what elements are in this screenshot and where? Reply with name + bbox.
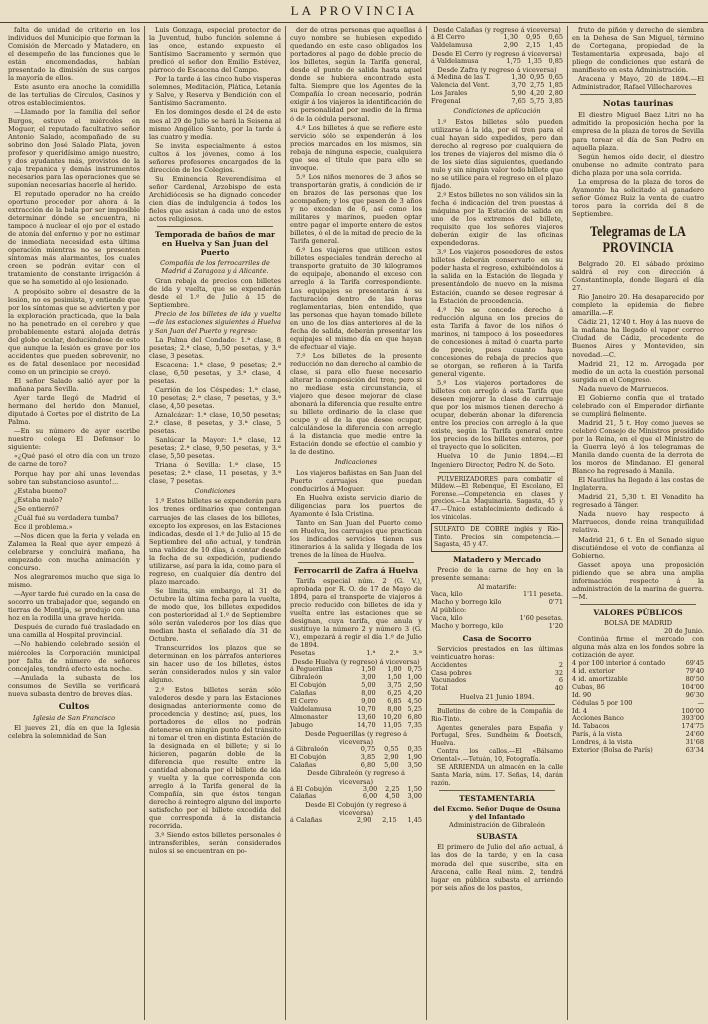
fare-a-cell: 10,70: [357, 704, 376, 713]
telegram-item: Nada nuevo hay respecto á Marruecos, donde reina tranquilidad relativa.: [572, 510, 704, 535]
fare-c-cell: á El Cobujón: [290, 784, 333, 793]
article-paragraph: —Ayer tarde fué curado en la casa de socorro un trabajador que, segando en tierras de Montija, se produjo con una hoz en la rodilla una grave herida.: [8, 590, 140, 623]
fare-a-cell: 6,80: [407, 712, 422, 721]
valores-cell: —: [697, 698, 704, 707]
ad-sulfato: SULFATO DE COBRE inglés y Rio-Tinto. Precios sin competencia.—Sagasta, 45 y 47.: [431, 523, 563, 552]
article-paragraph: der de otras personas que aquellas á cuyo nombre se hubiesen expedido quedando en este caso obligados los portadores al pago de doble precio de los billetes, según la Tarifa general, desde el punto de salida hasta aquel donde se hubiera encontrado esta falta. Siempre que los Agentes de la Compañía lo crean necesario, podrán exigir á los viajeros la identificación de su personalidad por medio de la firma ó de la cédula personal.: [290, 26, 422, 123]
fare-a-cell: 10,20: [383, 712, 402, 721]
temporada-price-list: [149, 336, 281, 486]
ad-bulletin-4: SE ARRIENDA un almacén en la calle Santa María, núm. 17. Señas, 14, darán razón.: [431, 764, 563, 787]
socorro-cell: 6: [558, 676, 563, 685]
valores-cell: 174'75: [681, 722, 704, 731]
fare-e-cell: 2,15: [526, 40, 541, 49]
ad-bulletin-3: Contra los callos.—El «Bálsamo Oriental».—Tetuán, 10, Fotografía.: [431, 748, 563, 763]
fare-b-cell: 1,90: [407, 752, 422, 761]
valores-cell: Cubas, 86: [572, 682, 605, 691]
condition-item: 2.º Estos billetes no son válidos sin la fecha é indicación del tren puestas á máquina por la Estación de salida en uno de los extremos del billete, requisito que los señores viajeros deberán exigir de las oficinas expendedoras.: [431, 190, 563, 248]
matadero-row: [431, 623, 563, 631]
valores-cell: 69'45: [685, 659, 704, 668]
fare-c-cell: 6,00: [362, 792, 378, 801]
divider: [439, 790, 555, 791]
valores-cell: París, á la vista: [572, 730, 623, 739]
valores-cell: Acciones Banco: [572, 714, 624, 723]
matadero-table: [431, 591, 563, 631]
fare-e-cell: 1,30: [503, 33, 519, 42]
article-paragraph: «¿Qué pasó el otro día con un trozo de carne de toro?: [8, 452, 140, 469]
telegramas-title: Telegramas de LA PROVINCIA: [590, 223, 686, 256]
fare-b-cell: 2,90: [384, 752, 399, 761]
valores-cell: 100'00: [681, 706, 704, 715]
article-paragraph: Después de curado fué trasladado en una camilla al Hospital provincial.: [8, 623, 140, 640]
telegram-item: El Nautilus ha llegado á las costas de Inglaterra.: [572, 476, 704, 493]
fare-a-cell: 6,85: [387, 697, 402, 706]
telegram-item: Gasset apoya una proposición pidiendo que se abra una amplia información respecto á la administración de la marina de guerra.—M.: [572, 560, 704, 601]
condition-item: 2.º Estos billetes serán sólo valederos desde y para las Estaciones designadas anteriormente como de procedencia y destino; así, pues, los portadores de ellos no podrán detenerse en ningún punto del tránsito ni tomar el tren en distinta Estación de la designada en el billete; y si lo hicieren, pagarán doble de la diferencia que resulte entre la cantidad abonada por el billete de ida y vuelta y la que corresponda con arreglo á la Tarifa general de la Compañía, sin que éstos tengan derecho á reintegro alguno del importe satisfecho por el billete excedida del que corresponda á la distancia recorrida.: [149, 685, 281, 831]
divider: [157, 226, 273, 227]
fare-e-cell: 2,90: [503, 40, 519, 49]
notas-title: Notas taurinas: [602, 99, 674, 110]
valores-cell: Londres, á la vista: [572, 738, 633, 747]
nota-item: El diestro Miguel Baez Litri no ha admitido la proposición hecha por la empresa de la plaza de toros de Sevilla para torear el día de San Pedro en aquella plaza.: [572, 111, 704, 152]
article-paragraph: Aracena y Mayo, 20 de 1894.—El Administrador, Rafael Villecharoves: [572, 75, 704, 92]
valores-cell: 80'50: [685, 674, 704, 683]
notas-list: [572, 111, 704, 218]
fare-a-cell: Jabugo: [290, 720, 313, 729]
fare-c-cell: 3,00: [362, 784, 378, 793]
article-paragraph: Porque hay por ahí unas levendas sobre tan substancioso asunto!...: [8, 469, 140, 486]
matadero-cell: 1'60 pesetas.: [519, 613, 563, 622]
telegram-item: Rio Janeiro 20. Ha desaparecido por completo la epidemia de fiebre amarilla.—F.: [572, 293, 704, 318]
article-paragraph: —Anulada la subasta de los consumos de Sevilla se verificará nueva subasta dentro de breves días.: [8, 673, 140, 698]
fare-b-cell: 0,55: [384, 744, 399, 753]
fare-a-cell: 5,00: [361, 681, 376, 690]
testamentaria-title: TESTAMENTARIA: [458, 794, 536, 804]
cultos-title: Cultos: [58, 701, 90, 712]
fare-a-row: [290, 722, 422, 730]
fare-a-cell: Almonaster: [290, 712, 328, 721]
fare-f-row: [431, 58, 563, 66]
article-paragraph: El señor Salado salió ayer por la mañana para Sevilla.: [8, 377, 140, 394]
matadero-sub: Al matarife:: [477, 582, 517, 591]
socorro-intro: Servicios prestados en las últimas veinticuatro horas:: [431, 644, 563, 661]
fare-table-d-title: Desde El Cobujón (y regreso á viceversa): [305, 801, 407, 818]
fare-head-0: Pesetas: [290, 649, 315, 658]
fare-g-cell: 1,30: [511, 72, 526, 81]
fare-table-e-title: Desde Calañas (y regreso á viceversa): [433, 26, 561, 34]
indication-item: Tanto en San Juan del Puerto como en Huelva, los carruajes que practican los indicados servicios tienen sus itinerarios á la salida y llegada de los trenes de la línea de Huelva.: [290, 518, 422, 559]
telegram-item: El Gobierno confía que el tratado celebrado con el Emperador dirfiante se cumplirá fielmente.: [572, 393, 704, 418]
article-paragraph: Ayer tarde llegó de Madrid el hermano del herido don Manuel, diputado á Cortes por el distrito de La Palma.: [8, 394, 140, 427]
valores-cell: Cédulas 5 por 100: [572, 698, 633, 707]
valores-date: 20 de Junio.: [664, 626, 704, 635]
price-item: Triana ó Sevilla: 1.ª clase, 15 pesetas; 2.ª clase, 11 pesetas, y 3.ª clase, 7 pesetas.: [149, 461, 281, 486]
ad-pulverizadores: PULVERIZADORES para combatir el Mildew.—El Rebenque, El Escolano, El Forense.—Competencia en clases y precios.—La Maquinaria. Sagasta, 45 y 47.—Único establecimiento dedicado á los vinicolas.: [431, 475, 563, 521]
telegram-item: Belgrado 20. El sábado próximo saldrá el rey con dirección á Constantinopla, donde llegará el día 27.: [572, 259, 704, 293]
fare-table-g: [431, 74, 563, 106]
col3-paragraphs: [290, 26, 422, 456]
fare-a-cell: 1,00: [387, 665, 402, 674]
condition-item: Se limita, sin embargo, al 31 de Octubre la última fecha para la vuelta, de modo que, los billetes expedidos con posterioridad al 1.º de Septiembre sólo serán valederos por los días que median hasta el señalado día 31 de Octubre.: [149, 586, 281, 644]
col5-paragraphs: [572, 26, 704, 91]
valores-intro: Continúa firme el mercado con alguna más alza en los fondos sobre la cotización de ayer.: [572, 635, 704, 660]
fare-g-cell: 4,20: [529, 88, 545, 97]
valores-table: [572, 660, 704, 755]
nota-item: Según hemos oído decir, el diestro onubense no admite contrato para dicha plaza por una sola corrida.: [572, 152, 704, 177]
fare-table-f: [431, 58, 563, 66]
valores-cell: Exterior (Bolsa de París): [572, 746, 653, 755]
col2-paragraphs: [149, 26, 281, 223]
valores-cell: 24'60: [685, 730, 704, 739]
article-paragraph: Este asunto era anoche la comidilla de las tertulias de Círculos, Casinos y otros establecimientos.: [8, 83, 140, 108]
fare-g-cell: 0,65: [548, 72, 563, 81]
cultos-subtitle: Iglesia de San Francisco: [32, 713, 116, 722]
fare-table-a-title: Desde Huelva (y regreso) á viceversa): [292, 658, 420, 667]
matadero-intro: Precio de la carne de hoy en la presente semana:: [431, 565, 563, 582]
divider: [580, 94, 696, 95]
fare-head-3: 3.ª: [412, 649, 422, 658]
temporada-subtitle: Compañía de los ferrocarriles de Madrid á Zaragoza y á Alicante.: [160, 259, 270, 276]
fare-table-g-title: Desde Zafra (y regreso á viceversa): [437, 65, 557, 74]
testamentaria-admin: Administración de Gibraleón: [448, 821, 546, 830]
fare-e-cell: 0,95: [526, 33, 541, 42]
fare-head-2: 2.ª: [389, 649, 399, 658]
socorro-cell: 2: [558, 660, 563, 669]
condition-item: Huelva 10 de Junio 1894.—El Ingeniero Director, Pedro N. de Soto.: [431, 452, 563, 469]
telegram-item: Madrid 21, 6 t. En el Senado sigue discutiéndose el voto de confianza al Gobierno.: [572, 535, 704, 560]
temporada-prices-intro: Precio de los billetes de ida y vuelta —de las estaciones siguientes á Huelva y San Juan del Puerto y regreso:: [149, 310, 281, 335]
fare-e-cell: Valdelamusa: [431, 40, 473, 49]
fare-table-header: [290, 650, 422, 658]
condition-item: 3.º Los viajeros poseedores de estos billetes deberán conservarlo en su poder hasta el regreso, exhibiéndolos á la salida en la Estación de llegada y presentándolo de nuevo en la misma Estación, cuando se desee regresar á la Estación de procedencia.: [431, 248, 563, 305]
fare-g-cell: 5,90: [511, 88, 526, 97]
valores-cell: 31'68: [685, 738, 704, 747]
socorro-table: [431, 662, 563, 694]
fare-g-cell: Valencia del Vent.: [431, 80, 490, 89]
fare-g-cell: 5,75: [529, 96, 545, 105]
socorro-title: Casa de Socorro: [462, 633, 532, 643]
temporada-intro: Gran rebaja de precios con billetes de ida y vuelta, que se expenderán desde el 1.º de Julio á 15 de Septiembre.: [149, 277, 281, 310]
article-paragraph: Ece il problema.»: [14, 522, 73, 531]
testamentaria-subtitle: del Excmo. Señor Duque de Osuna y del Infantado: [433, 805, 561, 822]
article-paragraph: —En su número de ayer escribe nuestro colega El Defensor lo siguiente:: [8, 427, 140, 452]
fare-table-d: [290, 817, 422, 825]
valores-subtitle: BOLSA DE MADRID: [604, 618, 672, 627]
fare-b-cell: 3,50: [407, 760, 422, 769]
subasta-text: El primero de Julio del año actual, á las dos de la tarde, y en la casa morada del que suscribe, sita en Aracena, calle Real núm. 2, tendrá lugar en pública subasta el arriendo por seis años de los pastos,: [431, 843, 563, 892]
fare-g-row: [431, 98, 563, 106]
fare-a-cell: 8,00: [387, 704, 402, 713]
fare-e-cell: 1,45: [548, 40, 563, 49]
fare-a-cell: 2,50: [407, 681, 422, 690]
fare-head-1: 1.ª: [366, 649, 376, 658]
column-2: [149, 26, 281, 1020]
fare-a-cell: 4,20: [407, 689, 422, 698]
condition-item: 5.º Los viajeros portadores de billetes con arreglo á esta Tarifa que deseen mejorar la clase de carruaje que por los mismos tienen derecho á ocupar, deberán abonar la diferencia entre los precios con arreglo á la que existe, según la Tarifa general entre los precios de los billetes enteros, por el trayecto que lo soliciten.: [431, 379, 563, 452]
article-paragraph: Nos alegraremos mucho que siga lo mismo.: [8, 573, 140, 590]
article-paragraph: En los domingos desde el 24 de este mes al 29 de Julio se hará la Seisena al mismo Angélico Santo, por la tarde á las cuatro y media.: [149, 108, 281, 141]
fare-b-cell: 6,80: [360, 760, 376, 769]
fare-a-cell: El Cerro: [290, 697, 318, 706]
fare-d-cell: 2,90: [356, 816, 372, 825]
condition-item: 4.º No se concede derecho á reducción alguna en los precios de esta Tarifa á favor de los niños ó marinos, ni tampoco á los poseedores de concesiones á mitad ó cuarta parte de precio, pues cuanto haya concesiones de rebaja de precios que se otorgan, se refieren á la Tarifa general vigente.: [431, 305, 563, 378]
fare-f-cell: 1,75: [506, 56, 521, 65]
column-4: [431, 26, 563, 1020]
indication-item: En Huelva existe servicio diario de diligencias para los puertos de Ayamonte é Isla Cristina.: [290, 493, 422, 518]
col1-paragraphs: [8, 26, 140, 698]
article-paragraph: Por la tarde á las cinco hubo visperas solemnes, Meditación, Plática, Letanía y Salve, y Reserva y Bendición con el Santísimo Sacramento.: [149, 75, 281, 108]
column-rule: [285, 26, 286, 1020]
telegram-item: Madrid 21, 12 m. Arrogada por medio de un acta la cuestión personal surgida en el Congreso.: [572, 359, 704, 384]
indication-item: Los viajeros bañistas en San Juan del Puerto carruajes que puedan conducirlos á Moguer.: [290, 468, 422, 493]
socorro-row: [431, 677, 563, 685]
divider: [439, 472, 555, 473]
valores-cell: 393'00: [681, 714, 704, 723]
fare-g-cell: á Medina de las T.: [431, 72, 491, 81]
fare-b-cell: 5,00: [384, 760, 399, 769]
valores-title: VALORES PÚBLICOS: [593, 607, 683, 617]
divider: [298, 562, 414, 563]
fare-a-cell: 3,75: [387, 681, 402, 690]
column-3: [290, 26, 422, 1020]
fare-g-cell: 1,85: [548, 80, 563, 89]
fare-table-a: [290, 666, 422, 729]
cond2-title: Condiciones de aplicación: [453, 107, 541, 116]
article-paragraph: ¿Se entierró?: [14, 504, 59, 513]
fare-table-e: [431, 34, 563, 50]
fare-a-cell: 5,25: [407, 704, 422, 713]
socorro-cell: Casa pobres: [431, 668, 472, 677]
divider: [439, 704, 555, 705]
condiciones-title: Condiciones: [194, 487, 236, 496]
fare-d-row: [290, 817, 422, 825]
valores-cell: 104'00: [681, 682, 704, 691]
matadero-cell: 1'11 peseta.: [522, 590, 563, 599]
fare-a-cell: 3,00: [361, 673, 376, 682]
fare-e-cell: á El Cerro: [431, 33, 465, 42]
fare-a-cell: 6,25: [387, 689, 402, 698]
valores-cell: Id. 4: [572, 706, 587, 715]
fare-g-cell: Los Jarales: [431, 88, 468, 97]
fare-a-cell: 9,00: [361, 697, 376, 706]
column-rule: [144, 26, 145, 1020]
price-item: La Palma del Condado: 1.ª clase, 8 pesetas; 2.ª clase, 5,50 pesetas, y 3.ª clase, 3 pesetas.: [149, 335, 281, 360]
article-paragraph: El reputado operador no ha creído oportuno proceder por ahora á la extracción de la bala por ser imposible determinar dónde se encuentra, ni tampoco á nuclear el ojo por el estado de atonía del enfermo y por no estimar de inmediata necesidad esta última operación mientras no se presenten síntomas más alarmantes, los cuales creen se podrán evitar con el tratamiento de constante irrigación á que se ha sometido al ojo lesionado.: [8, 189, 140, 287]
article-paragraph: ¿Estaba malo?: [14, 495, 63, 504]
fare-table-b-title: Desde Peguerillas (y regreso á viceversa): [304, 729, 408, 746]
socorro-cell: 40: [554, 684, 563, 693]
columns: [8, 26, 702, 1020]
fare-a-cell: 4,50: [407, 697, 422, 706]
valores-cell: 63'34: [685, 746, 704, 755]
fare-b-row: [290, 762, 422, 770]
fare-c-cell: 2,25: [385, 784, 400, 793]
fare-b-cell: 0,35: [407, 744, 422, 753]
fare-a-cell: El Cobujón: [290, 681, 327, 690]
socorro-cell: Total: [431, 684, 448, 693]
valores-row: [572, 684, 704, 692]
telegramas-list: [572, 260, 704, 601]
article-paragraph: ¿Estaba bueno?: [14, 486, 67, 495]
fare-table-c: [290, 786, 422, 802]
fare-a-cell: Valdelamusa: [290, 704, 332, 713]
fare-table-f-title: Desde El Cerro (y regreso á viceversa): [432, 49, 562, 58]
matadero-cell: 1'20: [548, 621, 563, 630]
fare-a-cell: Gibraleón: [290, 673, 323, 682]
zafra-intro: Tarifa especial núm. 2 (G. V.), aprobada por R. O. de 17 de Mayo de 1894, para el transporte de viajeros á precio reducido con billetes de ida y vuelta entre las estaciones que se designan, cuya tarifa, que anula y sustituye la número 2 y número 3 (G. V.), empezará á regir el día 1.º de Julio de 1894.: [290, 577, 422, 650]
article-paragraph: —Nos dicen que la feria y velada en Zalamea la Real que ayer empezó á celebrarse y concluirá mañana, ha empezado con mucha animación y concurso.: [8, 531, 140, 573]
fare-g-cell: 0,95: [529, 72, 545, 81]
fare-g-cell: 2,75: [529, 80, 545, 89]
fare-b-cell: 3,85: [360, 752, 376, 761]
article-paragraph: Luis Gonzaga, especial protector de la Juventud, hubo función solemne á las once, estando expuesto el Santísimo Sacramento y sermón que predicó el señor don Emilio Estévez, párroco de Escacena del Campo.: [149, 26, 281, 75]
article-paragraph: —No habiendo celebrado sesión el miércoles la Corporación municipal por falta de número de señores concejales, tendrá efecto esta noche.: [8, 640, 140, 673]
cond2-list: [431, 118, 563, 469]
socorro-cell: 32: [554, 668, 563, 677]
telegram-item: Madrid 21, 5 t. Hoy como jueves se celebró Consejo de Ministros presidido por la Reina, en el que el Ministro de la Guerra leyó á los telegramas de Manila dando cuenta de la derrota de los moros de Mindanao. El general Blanco ha regresado á Manila.: [572, 418, 704, 476]
valores-cell: 4 id. exterior: [572, 667, 615, 676]
article-paragraph: 5.º Los niños menores de 3 años se transportarán gratis, á condición de ir en brazos de las personas que los acompañen; y los que pasen de 3 años y no excedan de 6, así como los militares y marinos, pueden optar entre pagar el importe entero de estos billetes, ó el de la mitad de precio de la Tarifa general.: [290, 172, 422, 246]
masthead-title: LA PROVINCIA: [290, 3, 418, 18]
telegram-item: Cádiz 21, 12'40 t. Hoy á las nueve de la mañana ha llegado el vapor correo Ciudad de Cádiz, procedente de Buenos Aires y Montevideo, sin novedad.—C.: [572, 318, 704, 359]
nota-item: La empresa de la plaza de toros de Ayamonte ha solicitado al ganadero señor Gómez Ruiz la venta de cuatro toros para la corrida del 8 de Septiembre.: [572, 177, 704, 218]
masthead: [0, 0, 708, 23]
article-paragraph: 7.º Los billetes de la presente reducción no dan derecho al cambio de clase, si para ello fuese necesario alterar la composición del tren; pero si no mediase esta circunstancia, el viajero que desee mejorar de clase abonará la diferencia que resulte entre su billete ordinario de la clase que ocupe y el de la que desee ocupar, calculándose la diferencia con arreglo á la distancia que medie entre la Estación donde se efectúe el cambio y la de destino.: [290, 351, 422, 457]
fare-g-cell: 7,65: [511, 96, 526, 105]
fare-b-cell: á Gibraleón: [290, 744, 329, 753]
telegram-item: Madrid 21, 5,30 t. El Venadito ha regresado á Tánger.: [572, 493, 704, 510]
valores-cell: 79'40: [685, 667, 704, 676]
fare-f-cell: á Valdelamusa: [431, 56, 479, 65]
price-item: Escacena: 1.ª clase, 9 pesetas; 2.ª clase, 6,50 pesetas, y 3.ª clase, 4 pesetas.: [149, 360, 281, 385]
indicaciones-list: [290, 469, 422, 560]
article-paragraph: ¿Cuál fué su verdadera tumba?: [14, 513, 119, 522]
condition-item: 1.º Estos billetes se expenderán para los trenes ordinarios que contengan carruajes de las clases de los billetes, excepto los expresos, en las Estaciones indicadas, desde el 1.º de Julio al 15 de Septiembre del año actual, y tendrán una validez de 10 días, á contar desde la fecha de su expedición, pudiendo utilizarse, así para la ida, como para el regreso, en cualquier día dentro del plazo marcado.: [149, 497, 281, 586]
fare-c-row: [290, 793, 422, 801]
column-rule: [567, 26, 568, 1020]
condition-item: Transcurridos los plazos que se determinan en los párrafos anteriores sin hacer uso de los billetes, éstos serán considerados nulos y sin valor alguno.: [149, 644, 281, 685]
column-rule: [426, 26, 427, 1020]
article-paragraph: fruto de piñón y derecho de siembra en la Dehesa de San Miguel, término de Cortegana, propiedad de la Testamentaria expresada, bajo el pliego de condiciones que estará de manifiesto en esta Administración.: [572, 26, 704, 75]
fare-table-b: [290, 746, 422, 770]
condiciones-list: [149, 497, 281, 855]
telegram-item: Nada nuevo de Marruecos.: [578, 384, 669, 393]
fare-a-cell: 7,35: [407, 720, 422, 729]
article-paragraph: A propósito sobre el desastre de la lesión, no es pesimista, y entiende que por los síntomas que se advierten y por la exploración practicada, que la bala no ha penetrado en el cerebro y que probablemente estará alojada detrás del globo ocular, deduciéndose de esto que aunque la lesión es grave por los accidentes que pueden sobrevenir, no es de fatal desenlace por necesidad como en un principio se creyó.: [8, 287, 140, 376]
fare-a-cell: 1,50: [387, 673, 402, 682]
matadero-cell: 0'71: [548, 597, 563, 606]
fare-b-cell: 0,75: [360, 744, 376, 753]
divider: [580, 604, 696, 605]
matadero-title: Matadero y Mercado: [453, 554, 541, 564]
article-paragraph: falta de unidad de criterio en los individuos del Municipio que forman la Comisión de Mercado y Matadero, en el desempeño de las funciones que le están encomendadas, habían presentado la dimisión de sus cargos la mayoría de ellos.: [8, 26, 140, 83]
matadero-cell: Macho y borrego kilo: [431, 597, 502, 606]
matadero-cell: Macho y borrego, kilo: [431, 621, 504, 630]
price-item: Sanlúcar la Mayor: 1.ª clase, 12 pesetas; 2.ª clase, 9,50 pesetas, y 3.ª clase, 5,50 pesetas.: [149, 436, 281, 461]
fare-f-cell: 1,35: [527, 56, 542, 65]
socorro-row: [431, 685, 563, 693]
article-paragraph: 4.º Los billetes á que se refiere este servicio sólo se expenderán á los precios marcados en los mismos, sin rebaja de ninguna especie, cualquiera que sea el título que para ello se invoque.: [290, 123, 422, 172]
condition-item: 3.º Siendo estos billetes personales é intransferibles, serán considerados nulos si se encuentran en po-: [149, 831, 281, 856]
socorro-cell: Accidentes: [431, 660, 468, 669]
fare-a-cell: 1,50: [361, 665, 376, 674]
fare-a-cell: á Peguerillas: [290, 665, 333, 674]
fare-c-cell: 4,50: [385, 792, 400, 801]
fare-b-cell: Calañas: [290, 760, 317, 769]
socorro-cell: Vacunados: [431, 676, 467, 685]
fare-a-cell: 0,75: [407, 665, 422, 674]
price-item: Aznalcázar: 1.ª clase, 10,50 pesetas; 2.ª clase, 8 pesetas, y 3.ª clase, 5 pesetas.: [149, 410, 281, 436]
condition-item: 1.º Estos billetes sólo pueden utilizarse á la ida, por el tren para el cual hayan sido expedidos, pero dan derecho al regreso por cualquiera de los trenes de viajeros del mismo día ó de los siete días siguientes, quedando nulo y sin ningún valor todo billete que no se utilice para el regreso en el plazo fijado.: [431, 117, 563, 190]
fare-e-row: [431, 42, 563, 50]
fare-g-cell: 3,85: [548, 96, 563, 105]
article-paragraph: Su Eminencia Reverendísima el señor Cardenal, Arzobispo de esta Archidiócesis se ha dignado conceder cien días de indulgencia á todos los fieles que asistan á cada uno de estos actos religiosos.: [149, 174, 281, 224]
subasta-title: SUBASTA: [476, 832, 518, 842]
valores-cell: Id. Tabacos: [572, 722, 610, 731]
matadero-cell: Al público:: [431, 605, 467, 614]
fare-d-cell: 1,45: [407, 816, 422, 825]
valores-cell: 96'30: [685, 690, 704, 699]
fare-f-cell: 0,85: [548, 56, 563, 65]
fare-d-cell: 2,15: [382, 816, 397, 825]
indicaciones-title: Indicaciones: [334, 458, 378, 467]
fare-a-cell: 8,00: [361, 689, 376, 698]
fare-d-cell: á Calañas: [290, 816, 323, 825]
valores-cell: Id. 90: [572, 690, 592, 699]
price-item: Carrión de los Céspedes: 1.ª clase, 10 pesetas; 2.ª clase, 7 pesetas, y 3.ª clase, 4,50 pesetas.: [149, 385, 281, 410]
fare-c-cell: 3,00: [407, 792, 422, 801]
zafra-title: Ferrocarril de Zafra á Huelva: [293, 566, 419, 576]
fare-a-cell: Calañas: [290, 689, 317, 698]
column-5: [572, 26, 704, 1020]
fare-table-c-title: Desde Gibraleón (y regreso á viceversa): [307, 769, 405, 786]
fare-c-cell: Calañas: [290, 792, 317, 801]
fare-c-cell: 1,50: [407, 784, 422, 793]
fare-a-cell: 11,05: [383, 720, 402, 729]
column-1: [8, 26, 140, 1020]
valores-row: [572, 747, 704, 755]
fare-b-cell: El Cobujón: [290, 752, 327, 761]
fare-a-cell: 13,60: [357, 712, 376, 721]
fare-e-cell: 0,65: [548, 33, 563, 42]
fare-g-cell: 3,70: [511, 80, 526, 89]
article-paragraph: Se invita especialmente á estos cultos á los jóvenes, como á los señores profesores encargados de la dirección de los Colegios.: [149, 141, 281, 174]
valores-cell: 4 por 100 interior á contado: [572, 659, 666, 668]
matadero-cell: Vaca, kilo: [431, 613, 463, 622]
socorro-date: Huelva 21 Junio 1894.: [459, 693, 535, 702]
temporada-title: Temporada de baños de mar en Huelva y San Juan del Puerto: [154, 230, 276, 258]
fare-g-cell: Fregenal: [431, 96, 461, 105]
cultos-text: El jueves 21, día en que la Iglesia celebra la solemnidad de San: [8, 723, 140, 740]
ad-bulletin-2: Agentes generales para España y Portugal, Sres. Sundheim & Doetsch, Huelva.: [431, 724, 563, 747]
article-paragraph: —Llamado por la familia del señor Burgos, estuvo el miércoles en Moguer, el reputado facultativo señor Antonio Salado, acompañado de su sobrino don José Salado Plata, joven profesor y queridísimo amigo nuestro, y dos ayudantes más, provistos de la caja trepanica y demás instrumentos necesarios para las operaciones que se suponían necesarias hacerle al herido.: [8, 108, 140, 189]
fare-a-cell: 1,00: [407, 673, 422, 682]
ad-bulletin-1: Bulletins de cobre de la Compañía de Rio-Tinto.: [431, 708, 563, 723]
matadero-cell: Vaca, kilo: [431, 590, 463, 599]
fare-g-cell: 2,80: [548, 88, 563, 97]
fare-a-cell: 14,70: [357, 720, 376, 729]
article-paragraph: 6.º Los viajeros que utilicen estos billetes especiales tendrán derecho al transporte gratuito de 30 kilogramos de equipaje, abonando el exceso con arreglo á la Tarifa correspondiente. Los equipajes se presentarán á su facturación dentro de las horas reglamentarias, bien entendido, que las personas que hayan tomado billete en uno de los días anteriores al de la fecha de salida, deberán presentar los equipajes el mismo día en que hayan de efectuar el viaje.: [290, 246, 422, 351]
valores-cell: 4 id. amortizable: [572, 674, 628, 683]
